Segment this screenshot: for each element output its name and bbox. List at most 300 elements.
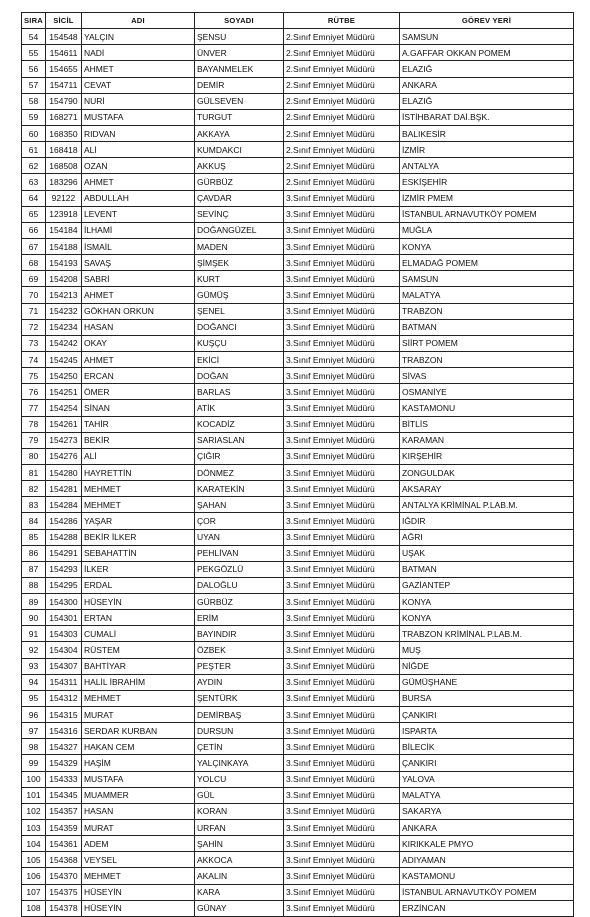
cell-sicil: 154359 — [45, 820, 81, 836]
cell-sira: 99 — [22, 755, 46, 771]
cell-gorev-yeri: BURSA — [399, 690, 573, 706]
table-row — [22, 690, 574, 706]
cell-sicil: 154300 — [45, 594, 81, 610]
table-row — [22, 836, 574, 852]
cell-adi: HAYRETTİN — [81, 464, 194, 480]
cell-sira: 60 — [22, 125, 46, 141]
cell-sicil: 154291 — [45, 545, 81, 561]
cell-sicil: 154254 — [45, 400, 81, 416]
cell-sira: 104 — [22, 836, 46, 852]
cell-gorev-yeri: KARAMAN — [399, 432, 573, 448]
cell-sicil: 154655 — [45, 61, 81, 77]
cell-rutbe: 3.Sınıf Emniyet Müdürü — [283, 690, 399, 706]
cell-soyadi: KUMDAKCI — [194, 142, 283, 158]
table-row — [22, 45, 574, 61]
table-row — [22, 771, 574, 787]
cell-adi: İLKER — [81, 561, 194, 577]
table-row — [22, 497, 574, 513]
cell-rutbe: 3.Sınıf Emniyet Müdürü — [283, 561, 399, 577]
cell-rutbe: 3.Sınıf Emniyet Müdürü — [283, 836, 399, 852]
cell-adi: SAVAŞ — [81, 255, 194, 271]
header-sira: SIRA — [22, 13, 46, 29]
cell-sicil: 154288 — [45, 529, 81, 545]
table-row — [22, 884, 574, 900]
cell-sicil: 154361 — [45, 836, 81, 852]
table-row — [22, 803, 574, 819]
cell-sira: 59 — [22, 109, 46, 125]
cell-soyadi: GÜLSEVEN — [194, 93, 283, 109]
table-row — [22, 93, 574, 109]
header-adi: ADI — [81, 13, 194, 29]
cell-sira: 84 — [22, 513, 46, 529]
table-row — [22, 190, 574, 206]
header-rutbe: RÜTBE — [283, 13, 399, 29]
cell-sicil: 154375 — [45, 884, 81, 900]
cell-gorev-yeri: İSTİHBARAT DAİ.BŞK. — [399, 109, 573, 125]
cell-sira: 57 — [22, 77, 46, 93]
cell-sicil: 154281 — [45, 481, 81, 497]
cell-sira: 83 — [22, 497, 46, 513]
table-row — [22, 206, 574, 222]
table-row — [22, 335, 574, 351]
cell-sira: 98 — [22, 739, 46, 755]
cell-sicil: 168508 — [45, 158, 81, 174]
cell-gorev-yeri: ANTALYA — [399, 158, 573, 174]
cell-soyadi: ŞENTÜRK — [194, 690, 283, 706]
cell-rutbe: 3.Sınıf Emniyet Müdürü — [283, 900, 399, 916]
cell-rutbe: 2.Sınıf Emniyet Müdürü — [283, 142, 399, 158]
cell-gorev-yeri: GAZİANTEP — [399, 577, 573, 593]
cell-rutbe: 3.Sınıf Emniyet Müdürü — [283, 464, 399, 480]
table-row — [22, 577, 574, 593]
cell-soyadi: ŞAHİN — [194, 836, 283, 852]
table-row — [22, 287, 574, 303]
cell-sicil: 154303 — [45, 626, 81, 642]
cell-soyadi: GÜL — [194, 787, 283, 803]
cell-soyadi: KORAN — [194, 803, 283, 819]
cell-adi: SERDAR KURBAN — [81, 723, 194, 739]
cell-gorev-yeri: İSTANBUL ARNAVUTKÖY POMEM — [399, 884, 573, 900]
header-sicil: SİCİL — [45, 13, 81, 29]
cell-sira: 100 — [22, 771, 46, 787]
cell-soyadi: SARIASLAN — [194, 432, 283, 448]
cell-sicil: 154329 — [45, 755, 81, 771]
document-page — [21, 12, 574, 917]
cell-gorev-yeri: KONYA — [399, 610, 573, 626]
cell-sicil: 154234 — [45, 319, 81, 335]
cell-gorev-yeri: ANKARA — [399, 77, 573, 93]
cell-sira: 90 — [22, 610, 46, 626]
table-row — [22, 658, 574, 674]
cell-sira: 67 — [22, 238, 46, 254]
table-row — [22, 755, 574, 771]
table-header-row — [22, 13, 574, 29]
cell-rutbe: 3.Sınıf Emniyet Müdürü — [283, 577, 399, 593]
cell-sicil: 154611 — [45, 45, 81, 61]
cell-rutbe: 3.Sınıf Emniyet Müdürü — [283, 820, 399, 836]
cell-soyadi: DEMİRBAŞ — [194, 707, 283, 723]
cell-sira: 108 — [22, 900, 46, 916]
cell-sira: 78 — [22, 416, 46, 432]
cell-rutbe: 3.Sınıf Emniyet Müdürü — [283, 803, 399, 819]
cell-sira: 107 — [22, 884, 46, 900]
table-row — [22, 529, 574, 545]
cell-soyadi: PEHLİVAN — [194, 545, 283, 561]
cell-soyadi: DURSUN — [194, 723, 283, 739]
cell-rutbe: 3.Sınıf Emniyet Müdürü — [283, 755, 399, 771]
cell-sicil: 154245 — [45, 351, 81, 367]
table-row — [22, 900, 574, 916]
table-row — [22, 513, 574, 529]
cell-adi: RIDVAN — [81, 125, 194, 141]
cell-gorev-yeri: IĞDIR — [399, 513, 573, 529]
cell-sicil: 154184 — [45, 222, 81, 238]
cell-rutbe: 3.Sınıf Emniyet Müdürü — [283, 384, 399, 400]
cell-gorev-yeri: ELAZIĞ — [399, 93, 573, 109]
cell-rutbe: 3.Sınıf Emniyet Müdürü — [283, 481, 399, 497]
cell-soyadi: TURGUT — [194, 109, 283, 125]
cell-soyadi: MADEN — [194, 238, 283, 254]
cell-sicil: 154315 — [45, 707, 81, 723]
cell-sicil: 154188 — [45, 238, 81, 254]
cell-adi: ERTAN — [81, 610, 194, 626]
cell-rutbe: 3.Sınıf Emniyet Müdürü — [283, 416, 399, 432]
cell-sicil: 154312 — [45, 690, 81, 706]
cell-soyadi: ÜNVER — [194, 45, 283, 61]
cell-soyadi: KOCADİZ — [194, 416, 283, 432]
cell-sicil: 154261 — [45, 416, 81, 432]
cell-gorev-yeri: ADIYAMAN — [399, 852, 573, 868]
cell-soyadi: BAYANMELEK — [194, 61, 283, 77]
cell-soyadi: DOĞANCI — [194, 319, 283, 335]
cell-rutbe: 2.Sınıf Emniyet Müdürü — [283, 29, 399, 45]
cell-gorev-yeri: A.GAFFAR OKKAN POMEM — [399, 45, 573, 61]
cell-sicil: 154251 — [45, 384, 81, 400]
table-row — [22, 723, 574, 739]
cell-adi: MEHMET — [81, 481, 194, 497]
cell-gorev-yeri: ANTALYA KRİMİNAL P.LAB.M. — [399, 497, 573, 513]
cell-sicil: 154295 — [45, 577, 81, 593]
cell-rutbe: 3.Sınıf Emniyet Müdürü — [283, 545, 399, 561]
cell-soyadi: ÇAVDAR — [194, 190, 283, 206]
cell-soyadi: URFAN — [194, 820, 283, 836]
cell-soyadi: KUŞÇU — [194, 335, 283, 351]
table-row — [22, 238, 574, 254]
cell-rutbe: 3.Sınıf Emniyet Müdürü — [283, 448, 399, 464]
cell-gorev-yeri: ISPARTA — [399, 723, 573, 739]
cell-sira: 82 — [22, 481, 46, 497]
table-row — [22, 303, 574, 319]
cell-adi: İLHAMİ — [81, 222, 194, 238]
table-row — [22, 77, 574, 93]
table-row — [22, 787, 574, 803]
cell-sira: 92 — [22, 642, 46, 658]
table-row — [22, 561, 574, 577]
cell-soyadi: EKİCİ — [194, 351, 283, 367]
cell-soyadi: DÖNMEZ — [194, 464, 283, 480]
cell-soyadi: ÇOR — [194, 513, 283, 529]
cell-rutbe: 3.Sınıf Emniyet Müdürü — [283, 255, 399, 271]
cell-soyadi: ÇETİN — [194, 739, 283, 755]
cell-sicil: 154333 — [45, 771, 81, 787]
cell-gorev-yeri: ELMADAĞ POMEM — [399, 255, 573, 271]
cell-rutbe: 2.Sınıf Emniyet Müdürü — [283, 93, 399, 109]
cell-adi: CEVAT — [81, 77, 194, 93]
cell-rutbe: 3.Sınıf Emniyet Müdürü — [283, 190, 399, 206]
cell-sicil: 154273 — [45, 432, 81, 448]
cell-sira: 75 — [22, 368, 46, 384]
cell-soyadi: BAYINDIR — [194, 626, 283, 642]
cell-sicil: 183296 — [45, 174, 81, 190]
cell-adi: MURAT — [81, 820, 194, 836]
cell-rutbe: 3.Sınıf Emniyet Müdürü — [283, 771, 399, 787]
cell-sira: 96 — [22, 707, 46, 723]
cell-sira: 56 — [22, 61, 46, 77]
header-soyadi: SOYADI — [194, 13, 283, 29]
table-row — [22, 674, 574, 690]
cell-gorev-yeri: ÇANKIRI — [399, 707, 573, 723]
cell-soyadi: PEKGÖZLÜ — [194, 561, 283, 577]
cell-adi: SABRİ — [81, 271, 194, 287]
cell-gorev-yeri: KIRIKKALE PMYO — [399, 836, 573, 852]
cell-adi: VEYSEL — [81, 852, 194, 868]
cell-soyadi: KURT — [194, 271, 283, 287]
cell-rutbe: 3.Sınıf Emniyet Müdürü — [283, 739, 399, 755]
cell-soyadi: ŞAHAN — [194, 497, 283, 513]
cell-soyadi: AKKUŞ — [194, 158, 283, 174]
cell-adi: OKAY — [81, 335, 194, 351]
cell-sira: 94 — [22, 674, 46, 690]
cell-sicil: 154327 — [45, 739, 81, 755]
cell-rutbe: 3.Sınıf Emniyet Müdürü — [283, 707, 399, 723]
table-body — [22, 29, 574, 917]
cell-rutbe: 3.Sınıf Emniyet Müdürü — [283, 351, 399, 367]
cell-rutbe: 2.Sınıf Emniyet Müdürü — [283, 125, 399, 141]
cell-adi: MUAMMER — [81, 787, 194, 803]
cell-gorev-yeri: İZMİR — [399, 142, 573, 158]
cell-rutbe: 2.Sınıf Emniyet Müdürü — [283, 77, 399, 93]
cell-rutbe: 3.Sınıf Emniyet Müdürü — [283, 723, 399, 739]
cell-sicil: 154711 — [45, 77, 81, 93]
cell-rutbe: 3.Sınıf Emniyet Müdürü — [283, 303, 399, 319]
cell-rutbe: 3.Sınıf Emniyet Müdürü — [283, 497, 399, 513]
cell-gorev-yeri: SİVAS — [399, 368, 573, 384]
cell-gorev-yeri: KASTAMONU — [399, 400, 573, 416]
cell-sira: 76 — [22, 384, 46, 400]
cell-sicil: 168418 — [45, 142, 81, 158]
table-row — [22, 368, 574, 384]
cell-sicil: 154208 — [45, 271, 81, 287]
cell-sira: 65 — [22, 206, 46, 222]
cell-rutbe: 3.Sınıf Emniyet Müdürü — [283, 432, 399, 448]
cell-sira: 74 — [22, 351, 46, 367]
table-row — [22, 384, 574, 400]
cell-gorev-yeri: ANKARA — [399, 820, 573, 836]
cell-sira: 86 — [22, 545, 46, 561]
table-row — [22, 432, 574, 448]
cell-soyadi: AYDIN — [194, 674, 283, 690]
cell-sira: 88 — [22, 577, 46, 593]
cell-sira: 66 — [22, 222, 46, 238]
cell-soyadi: YOLCU — [194, 771, 283, 787]
cell-soyadi: DALOĞLU — [194, 577, 283, 593]
cell-adi: SEBAHATTİN — [81, 545, 194, 561]
cell-soyadi: ŞENSU — [194, 29, 283, 45]
table-row — [22, 545, 574, 561]
cell-adi: İSMAİL — [81, 238, 194, 254]
cell-gorev-yeri: MALATYA — [399, 787, 573, 803]
cell-soyadi: BARLAS — [194, 384, 283, 400]
cell-sicil: 154307 — [45, 658, 81, 674]
cell-rutbe: 2.Sınıf Emniyet Müdürü — [283, 45, 399, 61]
cell-rutbe: 3.Sınıf Emniyet Müdürü — [283, 287, 399, 303]
cell-sicil: 154213 — [45, 287, 81, 303]
cell-gorev-yeri: İSTANBUL ARNAVUTKÖY POMEM — [399, 206, 573, 222]
cell-sicil: 168350 — [45, 125, 81, 141]
cell-gorev-yeri: KONYA — [399, 594, 573, 610]
table-row — [22, 852, 574, 868]
cell-rutbe: 3.Sınıf Emniyet Müdürü — [283, 626, 399, 642]
table-row — [22, 109, 574, 125]
cell-gorev-yeri: GÜMÜŞHANE — [399, 674, 573, 690]
cell-rutbe: 2.Sınıf Emniyet Müdürü — [283, 109, 399, 125]
cell-adi: ERCAN — [81, 368, 194, 384]
table-row — [22, 707, 574, 723]
cell-adi: HASAN — [81, 319, 194, 335]
cell-soyadi: DOĞANGÜZEL — [194, 222, 283, 238]
cell-sira: 93 — [22, 658, 46, 674]
table-row — [22, 222, 574, 238]
table-row — [22, 125, 574, 141]
cell-sira: 64 — [22, 190, 46, 206]
cell-sira: 95 — [22, 690, 46, 706]
cell-sira: 61 — [22, 142, 46, 158]
cell-soyadi: GÜNAY — [194, 900, 283, 916]
cell-gorev-yeri: ELAZIĞ — [399, 61, 573, 77]
cell-sira: 72 — [22, 319, 46, 335]
cell-adi: HÜSEYİN — [81, 884, 194, 900]
cell-rutbe: 3.Sınıf Emniyet Müdürü — [283, 238, 399, 254]
table-row — [22, 158, 574, 174]
cell-sira: 87 — [22, 561, 46, 577]
cell-rutbe: 3.Sınıf Emniyet Müdürü — [283, 642, 399, 658]
cell-sira: 77 — [22, 400, 46, 416]
cell-gorev-yeri: MUĞLA — [399, 222, 573, 238]
cell-adi: NURİ — [81, 93, 194, 109]
cell-sicil: 154193 — [45, 255, 81, 271]
cell-soyadi: ÇIĞIR — [194, 448, 283, 464]
cell-soyadi: AKALIN — [194, 868, 283, 884]
cell-adi: HASAN — [81, 803, 194, 819]
cell-soyadi: UYAN — [194, 529, 283, 545]
cell-sira: 69 — [22, 271, 46, 287]
cell-gorev-yeri: TRABZON — [399, 351, 573, 367]
cell-rutbe: 3.Sınıf Emniyet Müdürü — [283, 335, 399, 351]
cell-adi: ALİ — [81, 142, 194, 158]
cell-sira: 101 — [22, 787, 46, 803]
cell-gorev-yeri: KASTAMONU — [399, 868, 573, 884]
cell-adi: MEHMET — [81, 497, 194, 513]
cell-gorev-yeri: BİLECİK — [399, 739, 573, 755]
table-row — [22, 400, 574, 416]
table-row — [22, 61, 574, 77]
cell-soyadi: AKKAYA — [194, 125, 283, 141]
table-row — [22, 481, 574, 497]
table-row — [22, 142, 574, 158]
table-row — [22, 868, 574, 884]
cell-gorev-yeri: OSMANİYE — [399, 384, 573, 400]
cell-sira: 81 — [22, 464, 46, 480]
cell-adi: YALÇIN — [81, 29, 194, 45]
cell-rutbe: 3.Sınıf Emniyet Müdürü — [283, 868, 399, 884]
cell-gorev-yeri: ZONGULDAK — [399, 464, 573, 480]
cell-adi: MEHMET — [81, 690, 194, 706]
cell-sicil: 154304 — [45, 642, 81, 658]
cell-sicil: 123918 — [45, 206, 81, 222]
cell-sira: 58 — [22, 93, 46, 109]
cell-adi: BEKİR İLKER — [81, 529, 194, 545]
cell-gorev-yeri: YALOVA — [399, 771, 573, 787]
cell-adi: AHMET — [81, 174, 194, 190]
table-row — [22, 255, 574, 271]
cell-sira: 106 — [22, 868, 46, 884]
cell-rutbe: 3.Sınıf Emniyet Müdürü — [283, 610, 399, 626]
cell-gorev-yeri: ERZİNCAN — [399, 900, 573, 916]
cell-gorev-yeri: UŞAK — [399, 545, 573, 561]
cell-soyadi: ÖZBEK — [194, 642, 283, 658]
cell-soyadi: YALÇINKAYA — [194, 755, 283, 771]
personnel-table — [21, 12, 574, 917]
cell-soyadi: GÜRBÜZ — [194, 174, 283, 190]
table-row — [22, 351, 574, 367]
cell-sira: 91 — [22, 626, 46, 642]
table-row — [22, 594, 574, 610]
cell-adi: OZAN — [81, 158, 194, 174]
cell-sicil: 92122 — [45, 190, 81, 206]
table-row — [22, 626, 574, 642]
cell-adi: HAŞİM — [81, 755, 194, 771]
cell-sicil: 154293 — [45, 561, 81, 577]
table-row — [22, 642, 574, 658]
cell-gorev-yeri: ÇANKIRI — [399, 755, 573, 771]
cell-rutbe: 3.Sınıf Emniyet Müdürü — [283, 222, 399, 238]
cell-sicil: 154345 — [45, 787, 81, 803]
cell-rutbe: 3.Sınıf Emniyet Müdürü — [283, 852, 399, 868]
cell-sira: 97 — [22, 723, 46, 739]
cell-adi: CUMALİ — [81, 626, 194, 642]
cell-adi: HÜSEYİN — [81, 594, 194, 610]
cell-rutbe: 3.Sınıf Emniyet Müdürü — [283, 513, 399, 529]
cell-gorev-yeri: SAMSUN — [399, 271, 573, 287]
cell-rutbe: 2.Sınıf Emniyet Müdürü — [283, 174, 399, 190]
cell-sira: 89 — [22, 594, 46, 610]
cell-adi: MUSTAFA — [81, 771, 194, 787]
cell-gorev-yeri: AKSARAY — [399, 481, 573, 497]
cell-rutbe: 2.Sınıf Emniyet Müdürü — [283, 61, 399, 77]
cell-soyadi: AKKOCA — [194, 852, 283, 868]
cell-rutbe: 3.Sınıf Emniyet Müdürü — [283, 206, 399, 222]
cell-rutbe: 3.Sınıf Emniyet Müdürü — [283, 787, 399, 803]
cell-sicil: 154276 — [45, 448, 81, 464]
cell-soyadi: ŞİMŞEK — [194, 255, 283, 271]
cell-soyadi: ERİM — [194, 610, 283, 626]
cell-gorev-yeri: NİĞDE — [399, 658, 573, 674]
cell-gorev-yeri: BALIKESİR — [399, 125, 573, 141]
header-gorev: GÖREV YERİ — [399, 13, 573, 29]
cell-adi: TAHİR — [81, 416, 194, 432]
table-row — [22, 820, 574, 836]
cell-soyadi: SEVİNÇ — [194, 206, 283, 222]
